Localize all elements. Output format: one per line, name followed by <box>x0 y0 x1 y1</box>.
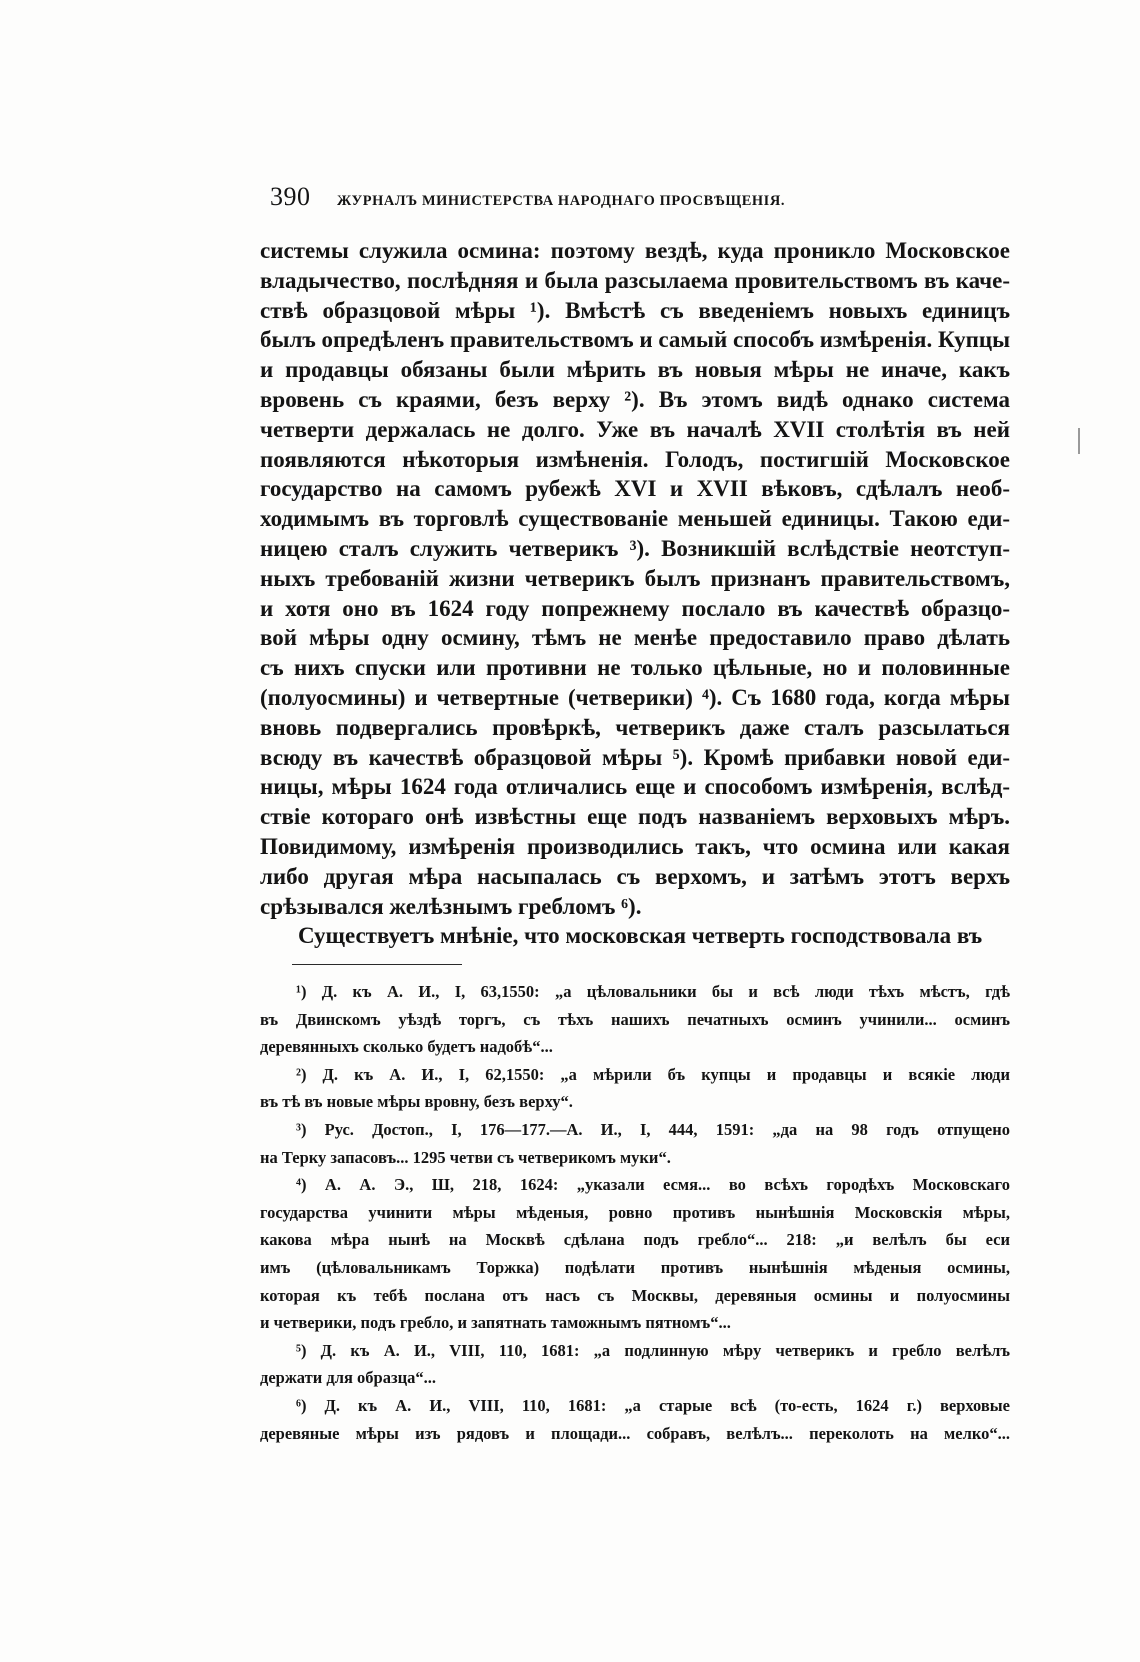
margin-mark <box>1078 428 1080 454</box>
footnote-line: деревянныхъ сколько будетъ надобѣ“... <box>260 1037 553 1057</box>
text-line: всюду въ качествѣ образцовой мѣры ⁵). Кромѣ прибавки новой еди- <box>260 744 1010 770</box>
text-line: Повидимому, измѣренія производились такъ, что осмина или какая <box>260 833 1010 859</box>
text-line: системы служила осмина: поэтому вездѣ, куда проникло Московское <box>260 238 1010 263</box>
footnotes <box>260 978 1010 1447</box>
text-line: ницы, мѣры 1624 года отличались еще и способомъ измѣренія, вслѣд- <box>260 774 1010 800</box>
text-line: появляются нѣкоторыя измѣненія. Голодъ, постигшій Московское <box>260 446 1010 472</box>
footnote-line: ⁴) А. А. Э., Ш, 218, 1624: „указали есмя... во всѣхъ городѣхъ Московскаго <box>296 1175 1010 1195</box>
footnote-line: ⁶) Д. къ А. И., VIII, 110, 1681: „а старые всѣ (то-есть, 1624 г.) верховые <box>296 1395 1010 1415</box>
text-line: государство на самомъ рубежѣ XVI и XVII вѣковъ, сдѣлалъ необ- <box>260 476 1010 502</box>
footnote-line: ²) Д. къ А. И., I, 62,1550: „а мѣрили бъ купцы и продавцы и всякіе люди <box>296 1064 1010 1084</box>
text-line: былъ опредѣленъ правительствомъ и самый способъ измѣренія. Купцы <box>260 327 1011 353</box>
text-line: вой мѣры одну осмину, тѣмъ не менѣе предоставило право дѣлать <box>260 625 1010 651</box>
footnote-line: и четверики, подъ гребло, и запятнать таможнымъ пятномъ“... <box>260 1313 731 1333</box>
text-line: срѣзывался желѣзнымъ гребломъ ⁶). <box>260 893 642 919</box>
footnote-line: ³) Рус. Достоп., I, 176—177.—А. И., I, 444, 1591: „да на 98 годъ отпущено <box>296 1119 1010 1139</box>
text-line: ствѣ образцовой мѣры ¹). Вмѣстѣ съ введеніемъ новыхъ единицъ <box>260 297 1010 323</box>
footnote-line: ¹) Д. къ А. И., I, 63,1550: „а цѣловальники бы и всѣ люди тѣхъ мѣстъ, гдѣ <box>296 982 1010 1001</box>
page-number: 390 <box>270 182 311 211</box>
footnote-line: имъ (цѣловальникамъ Торжка) подѣлати противъ нынѣшнія мѣденыя осмины, <box>260 1257 1010 1277</box>
footnote-line: ⁵) Д. къ А. И., VIII, 110, 1681: „а подлинную мѣру четверикъ и гребло велѣлъ <box>296 1340 1010 1360</box>
footnote-line: на Терку запасовъ... 1295 четви съ четверикомъ муки“. <box>260 1147 671 1167</box>
text-line: ницею сталъ служить четверикъ ³). Возникшій вслѣдствіе неотступ- <box>260 535 1010 561</box>
footnote-line: государства учинити мѣры мѣденыя, ровно противъ нынѣшнія Московскія мѣры, <box>260 1202 1010 1222</box>
text-line: ныхъ требованій жизни четверикъ былъ признанъ правительствомъ, <box>260 565 1010 591</box>
text-line: и продавцы обязаны были мѣрить въ новыя мѣры не иначе, какъ <box>260 357 1010 383</box>
text-line: четверти держалась не долго. Уже въ началѣ XVII столѣтія въ ней <box>260 416 1010 442</box>
footnote-line: держати для образца“... <box>260 1368 436 1388</box>
running-head: ЖУРНАЛЪ МИНИСТЕРСТВА НАРОДНАГО ПРОСВѢЩЕНІЯ. <box>336 193 785 209</box>
main-text <box>260 236 1010 951</box>
text-line: ствіе котораго онѣ извѣстны еще подъ названіемъ верховыхъ мѣръ. <box>260 804 1010 830</box>
footnote-rule <box>292 964 462 965</box>
text-line: Существуетъ мнѣніе, что московская четверть господствовала въ <box>298 923 983 949</box>
footnote-line: въ тѣ въ новые мѣры вровну, безъ верху“. <box>260 1092 573 1112</box>
footnote-line: какова мѣра нынѣ на Москвѣ сдѣлана подъ гребло“... 218: „и велѣлъ бы еси <box>260 1230 1010 1250</box>
text-line: ходимымъ въ торговлѣ существованіе меньшей единицы. Такою еди- <box>260 506 1010 532</box>
text-line: вновь подвергались провѣркѣ, четверикъ даже сталъ разсылаться <box>260 714 1010 740</box>
footnote-line: которая къ тебѣ послана отъ насъ съ Москвы, деревяныя осмины и полуосмины <box>260 1285 1010 1305</box>
text-line: владычество, послѣдняя и была разсылаема провительствомъ въ каче- <box>260 267 1010 293</box>
text-line: либо другая мѣра насыпалась съ верхомъ, и затѣмъ этотъ верхъ <box>260 863 1010 889</box>
footnote-line: деревяные мѣры изъ рядовъ и площади... собравъ, велѣлъ... переколоть на мелко“... <box>260 1423 1010 1443</box>
footnote-line: въ Двинскомъ уѣздѣ торгъ, съ тѣхъ нашихъ печатныхъ осминъ учинили... осминъ <box>260 1009 1010 1029</box>
page-header <box>270 182 970 216</box>
text-line: съ нихъ спуски или противни не только цѣльные, но и половинные <box>260 655 1010 681</box>
text-line: (полуосмины) и четвертные (четверики) ⁴). Съ 1680 года, когда мѣры <box>260 684 1010 710</box>
text-line: вровень съ краями, безъ верху ²). Въ этомъ видѣ однако система <box>260 386 1010 412</box>
text-line: и хотя оно въ 1624 году попрежнему послало въ качествѣ образцо- <box>260 595 1010 621</box>
